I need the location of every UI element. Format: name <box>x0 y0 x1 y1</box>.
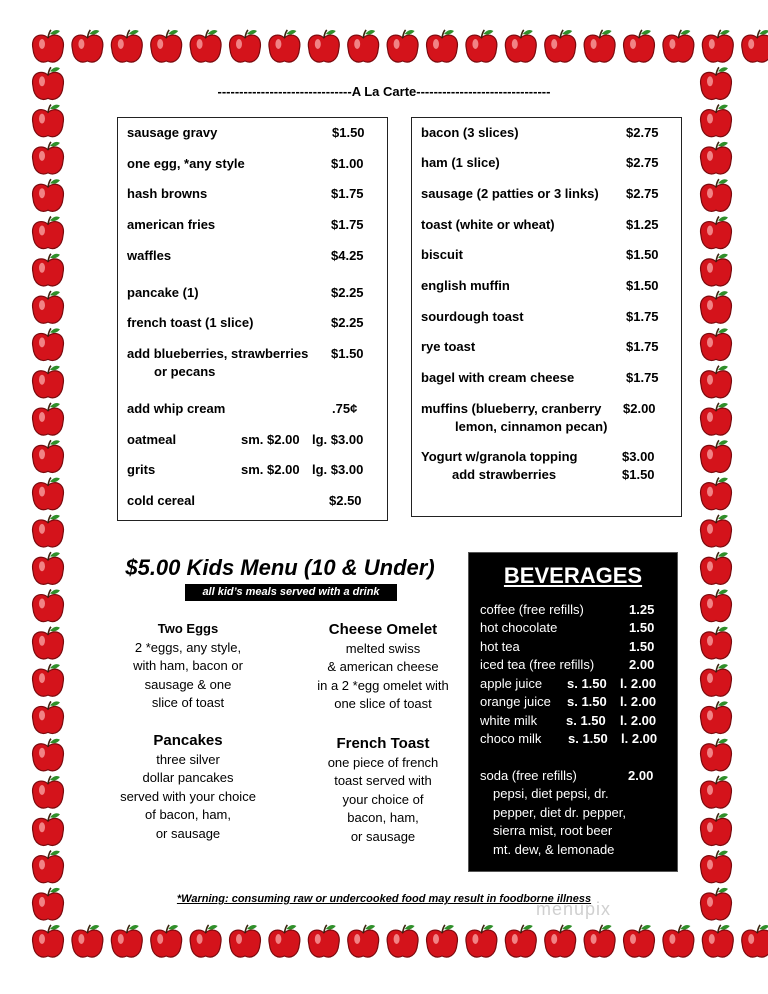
apple-icon <box>33 291 64 323</box>
apple-icon <box>701 179 732 211</box>
item-name: rye toast <box>421 339 476 354</box>
item-name: french toast (1 slice) <box>127 315 254 330</box>
beverage-price: 2.00 <box>629 657 655 672</box>
item-price: $1.25 <box>626 217 659 232</box>
item-name: cold cereal <box>127 493 195 508</box>
a-la-carte-right-box <box>411 117 682 517</box>
apple-icon <box>701 776 732 808</box>
beverage-price: 1.25 <box>629 602 655 617</box>
item-price-small: sm. $2.00 <box>241 462 300 477</box>
item-price-small: sm. $2.00 <box>241 432 300 447</box>
apple-icon <box>427 30 458 62</box>
apple-icon <box>190 925 221 957</box>
item-name: ham (1 slice) <box>421 155 500 170</box>
item-price: $2.75 <box>626 186 659 201</box>
item-name: grits <box>127 462 156 477</box>
apple-icon <box>33 851 64 883</box>
kids-item-line: melted swiss <box>345 640 421 656</box>
item-price: $1.50 <box>626 247 659 262</box>
beverage-price: 1.50 <box>629 620 655 635</box>
item-name-cont: add strawberries <box>452 467 557 482</box>
beverage-name: hot tea <box>480 639 520 654</box>
apple-icon <box>33 30 64 62</box>
apple-icon <box>701 291 732 323</box>
apple-icon <box>33 142 64 174</box>
apple-icon <box>33 217 64 249</box>
apple-icon <box>33 254 64 286</box>
apple-icon <box>701 403 732 435</box>
item-name: bacon (3 slices) <box>421 125 519 140</box>
item-name: american fries <box>127 217 216 232</box>
apple-icon <box>308 30 339 62</box>
beverage-name: iced tea (free refills) <box>480 657 595 672</box>
kids-item-line: with ham, bacon or <box>133 658 243 673</box>
beverage-name: coffee (free refills) <box>480 602 584 617</box>
apple-icon <box>33 552 64 584</box>
soda-flavors-line: mt. dew, & lemonade <box>493 842 615 857</box>
item-price: $1.50 <box>626 278 659 293</box>
kids-item-line: one slice of toast <box>334 696 432 711</box>
kids-item-line: dollar pancakes <box>142 770 234 785</box>
item-price: $2.25 <box>331 315 364 330</box>
apple-icon <box>545 30 576 62</box>
apple-icon <box>72 30 103 62</box>
apple-icon <box>387 925 418 957</box>
apple-icon <box>701 701 732 733</box>
soda-flavors-line: sierra mist, root beer <box>493 823 613 838</box>
apple-icon <box>742 925 768 957</box>
apple-icon <box>151 30 182 62</box>
apple-icon <box>33 105 64 137</box>
a-la-carte-left-box <box>117 117 388 521</box>
item-name: pancake (1) <box>127 285 199 300</box>
apple-icon <box>230 925 261 957</box>
apple-icon <box>742 30 768 62</box>
kids-item-line: in a 2 *egg omelet with <box>317 677 449 693</box>
apple-icon <box>427 925 458 957</box>
kids-item-heading: Two Eggs <box>157 621 219 636</box>
item-price: $4.25 <box>331 248 364 263</box>
item-price-large: lg. $3.00 <box>312 462 364 477</box>
apple-icon <box>624 925 655 957</box>
kids-item-line: or sausage <box>350 828 416 844</box>
apple-icon <box>33 328 64 360</box>
beverage-price-large: l. 2.00 <box>620 676 657 691</box>
apple-icon <box>111 925 142 957</box>
apple-icon <box>348 30 379 62</box>
beverage-name: orange juice <box>480 694 551 709</box>
item-price: $2.75 <box>626 155 659 170</box>
food-warning: *Warning: consuming raw or undercooked food may result in foodborne illness <box>176 893 592 905</box>
apple-icon <box>701 813 732 845</box>
item-price: $1.75 <box>626 370 659 385</box>
soda-flavors-line: pepper, diet dr. pepper, <box>493 805 626 820</box>
apple-icon <box>701 515 732 547</box>
apple-icon <box>701 478 732 510</box>
apple-icon <box>701 739 732 771</box>
apple-icon <box>348 925 379 957</box>
item-price-large: lg. $3.00 <box>312 432 364 447</box>
apple-icon <box>33 813 64 845</box>
item-name: Yogurt w/granola topping <box>421 449 578 464</box>
apple-icon <box>33 440 64 472</box>
apple-icon <box>663 925 694 957</box>
apple-icon <box>33 403 64 435</box>
apple-icon <box>505 925 536 957</box>
apple-icon <box>269 925 300 957</box>
kids-item-heading: Pancakes <box>153 732 223 749</box>
apple-icon <box>466 925 497 957</box>
beverage-price: 2.00 <box>628 768 654 783</box>
item-name: oatmeal <box>127 432 177 447</box>
apple-icon <box>584 925 615 957</box>
apple-icon <box>624 30 655 62</box>
apple-icon <box>701 851 732 883</box>
item-name-cont: lemon, cinnamon pecan) <box>455 419 608 434</box>
kids-item <box>296 735 470 846</box>
apple-icon <box>701 440 732 472</box>
beverages-title: BEVERAGES <box>503 563 643 588</box>
apple-icon <box>111 30 142 62</box>
item-price: $1.50 <box>331 346 364 361</box>
item-name: biscuit <box>421 247 463 262</box>
apple-icon <box>701 590 732 622</box>
beverage-price-large: l. 2.00 <box>621 731 658 746</box>
apple-icon <box>701 254 732 286</box>
apple-icon <box>33 478 64 510</box>
kids-menu-title: $5.00 Kids Menu (10 & Under) <box>125 555 435 580</box>
apple-icon <box>33 664 64 696</box>
apple-icon <box>33 590 64 622</box>
kids-item-line: bacon, ham, <box>347 810 419 825</box>
kids-item <box>296 621 470 714</box>
a-la-carte-title: -------------------------------A La Carte------------------------------- <box>217 84 551 99</box>
apple-icon <box>72 925 103 957</box>
kids-item-heading: Cheese Omelet <box>328 621 438 638</box>
apple-icon <box>151 925 182 957</box>
apple-icon <box>33 515 64 547</box>
kids-item-line: 2 *eggs, any style, <box>134 639 242 655</box>
item-name: sausage gravy <box>127 125 218 140</box>
kids-item-heading: French Toast <box>336 735 430 752</box>
item-price: $2.25 <box>331 285 364 300</box>
item-name: sourdough toast <box>421 309 524 324</box>
kids-item-line: toast served with <box>334 773 432 788</box>
kids-item-line: sausage & one <box>144 676 232 692</box>
beverage-price: 1.50 <box>629 639 655 654</box>
beverage-name: hot chocolate <box>480 620 558 635</box>
kids-item-line: served with your choice <box>120 788 256 804</box>
apple-icon <box>701 142 732 174</box>
apple-icon <box>584 30 615 62</box>
item-price: $1.50 <box>622 467 655 482</box>
kids-item-line: your choice of <box>342 791 424 807</box>
beverage-name: choco milk <box>480 731 542 746</box>
apple-icon <box>33 179 64 211</box>
apple-icon <box>33 366 64 398</box>
beverages-panel <box>468 552 678 872</box>
soda-flavors-line: pepsi, diet pepsi, dr. <box>493 786 609 801</box>
beverage-name: white milk <box>480 713 538 728</box>
item-name: one egg, *any style <box>127 156 245 171</box>
apple-icon <box>33 627 64 659</box>
beverage-name: soda (free refills) <box>480 768 577 783</box>
apple-icon <box>701 552 732 584</box>
item-name: toast (white or wheat) <box>421 217 555 232</box>
watermark: menupix <box>536 899 612 919</box>
kids-item-line: one piece of french <box>327 754 439 770</box>
item-name: add blueberries, strawberries <box>127 346 309 361</box>
item-price: $2.50 <box>329 493 362 508</box>
kids-menu-banner: all kid’s meals served with a drink <box>185 584 397 601</box>
apple-icon <box>387 30 418 62</box>
apple-icon <box>702 30 733 62</box>
item-name: bagel with cream cheese <box>421 370 575 385</box>
apple-icon <box>33 925 64 957</box>
beverage-price-small: s. 1.50 <box>567 676 607 691</box>
apple-icon <box>308 925 339 957</box>
item-name: waffles <box>127 248 172 263</box>
apple-icon <box>230 30 261 62</box>
beverage-price-small: s. 1.50 <box>567 694 607 709</box>
item-price: $2.00 <box>623 401 656 416</box>
item-price: $2.75 <box>626 125 659 140</box>
apple-icon <box>190 30 221 62</box>
item-name: hash browns <box>127 186 208 201</box>
apple-icon <box>663 30 694 62</box>
item-price: $1.75 <box>331 217 364 232</box>
beverage-price-small: s. 1.50 <box>568 731 608 746</box>
item-name: english muffin <box>421 278 510 293</box>
kids-item <box>100 732 276 843</box>
apple-icon <box>466 30 497 62</box>
beverage-price-large: l. 2.00 <box>620 713 657 728</box>
item-price: $1.00 <box>331 156 364 171</box>
apple-icon <box>701 664 732 696</box>
apple-icon <box>701 217 732 249</box>
apple-icon <box>702 925 733 957</box>
apple-icon <box>269 30 300 62</box>
apple-icon <box>33 739 64 771</box>
kids-item <box>100 620 276 713</box>
apple-icon <box>701 328 732 360</box>
item-price: $1.75 <box>626 309 659 324</box>
item-price: $1.75 <box>626 339 659 354</box>
kids-item-line: three silver <box>156 751 220 767</box>
apple-icon <box>33 701 64 733</box>
beverage-price-small: s. 1.50 <box>566 713 606 728</box>
beverage-name: apple juice <box>480 676 543 691</box>
kids-item-line: or sausage <box>155 825 221 841</box>
apple-icon <box>701 105 732 137</box>
item-price: $1.75 <box>331 186 364 201</box>
item-price: $3.00 <box>622 449 655 464</box>
beverage-price-large: l. 2.00 <box>620 694 657 709</box>
kids-item-line: slice of toast <box>151 695 225 710</box>
item-name: add whip cream <box>127 401 226 416</box>
apple-icon <box>545 925 576 957</box>
item-name: sausage (2 patties or 3 links) <box>421 186 599 201</box>
apple-icon <box>701 366 732 398</box>
kids-item-line: & american cheese <box>327 659 439 674</box>
apple-icon <box>33 776 64 808</box>
item-price: .75¢ <box>332 401 358 416</box>
item-price: $1.50 <box>332 125 365 140</box>
apple-icon <box>505 30 536 62</box>
item-name: muffins (blueberry, cranberry <box>421 401 602 416</box>
kids-item-line: of bacon, ham, <box>145 807 231 822</box>
apple-icon <box>701 627 732 659</box>
item-name-cont: or pecans <box>154 364 216 379</box>
